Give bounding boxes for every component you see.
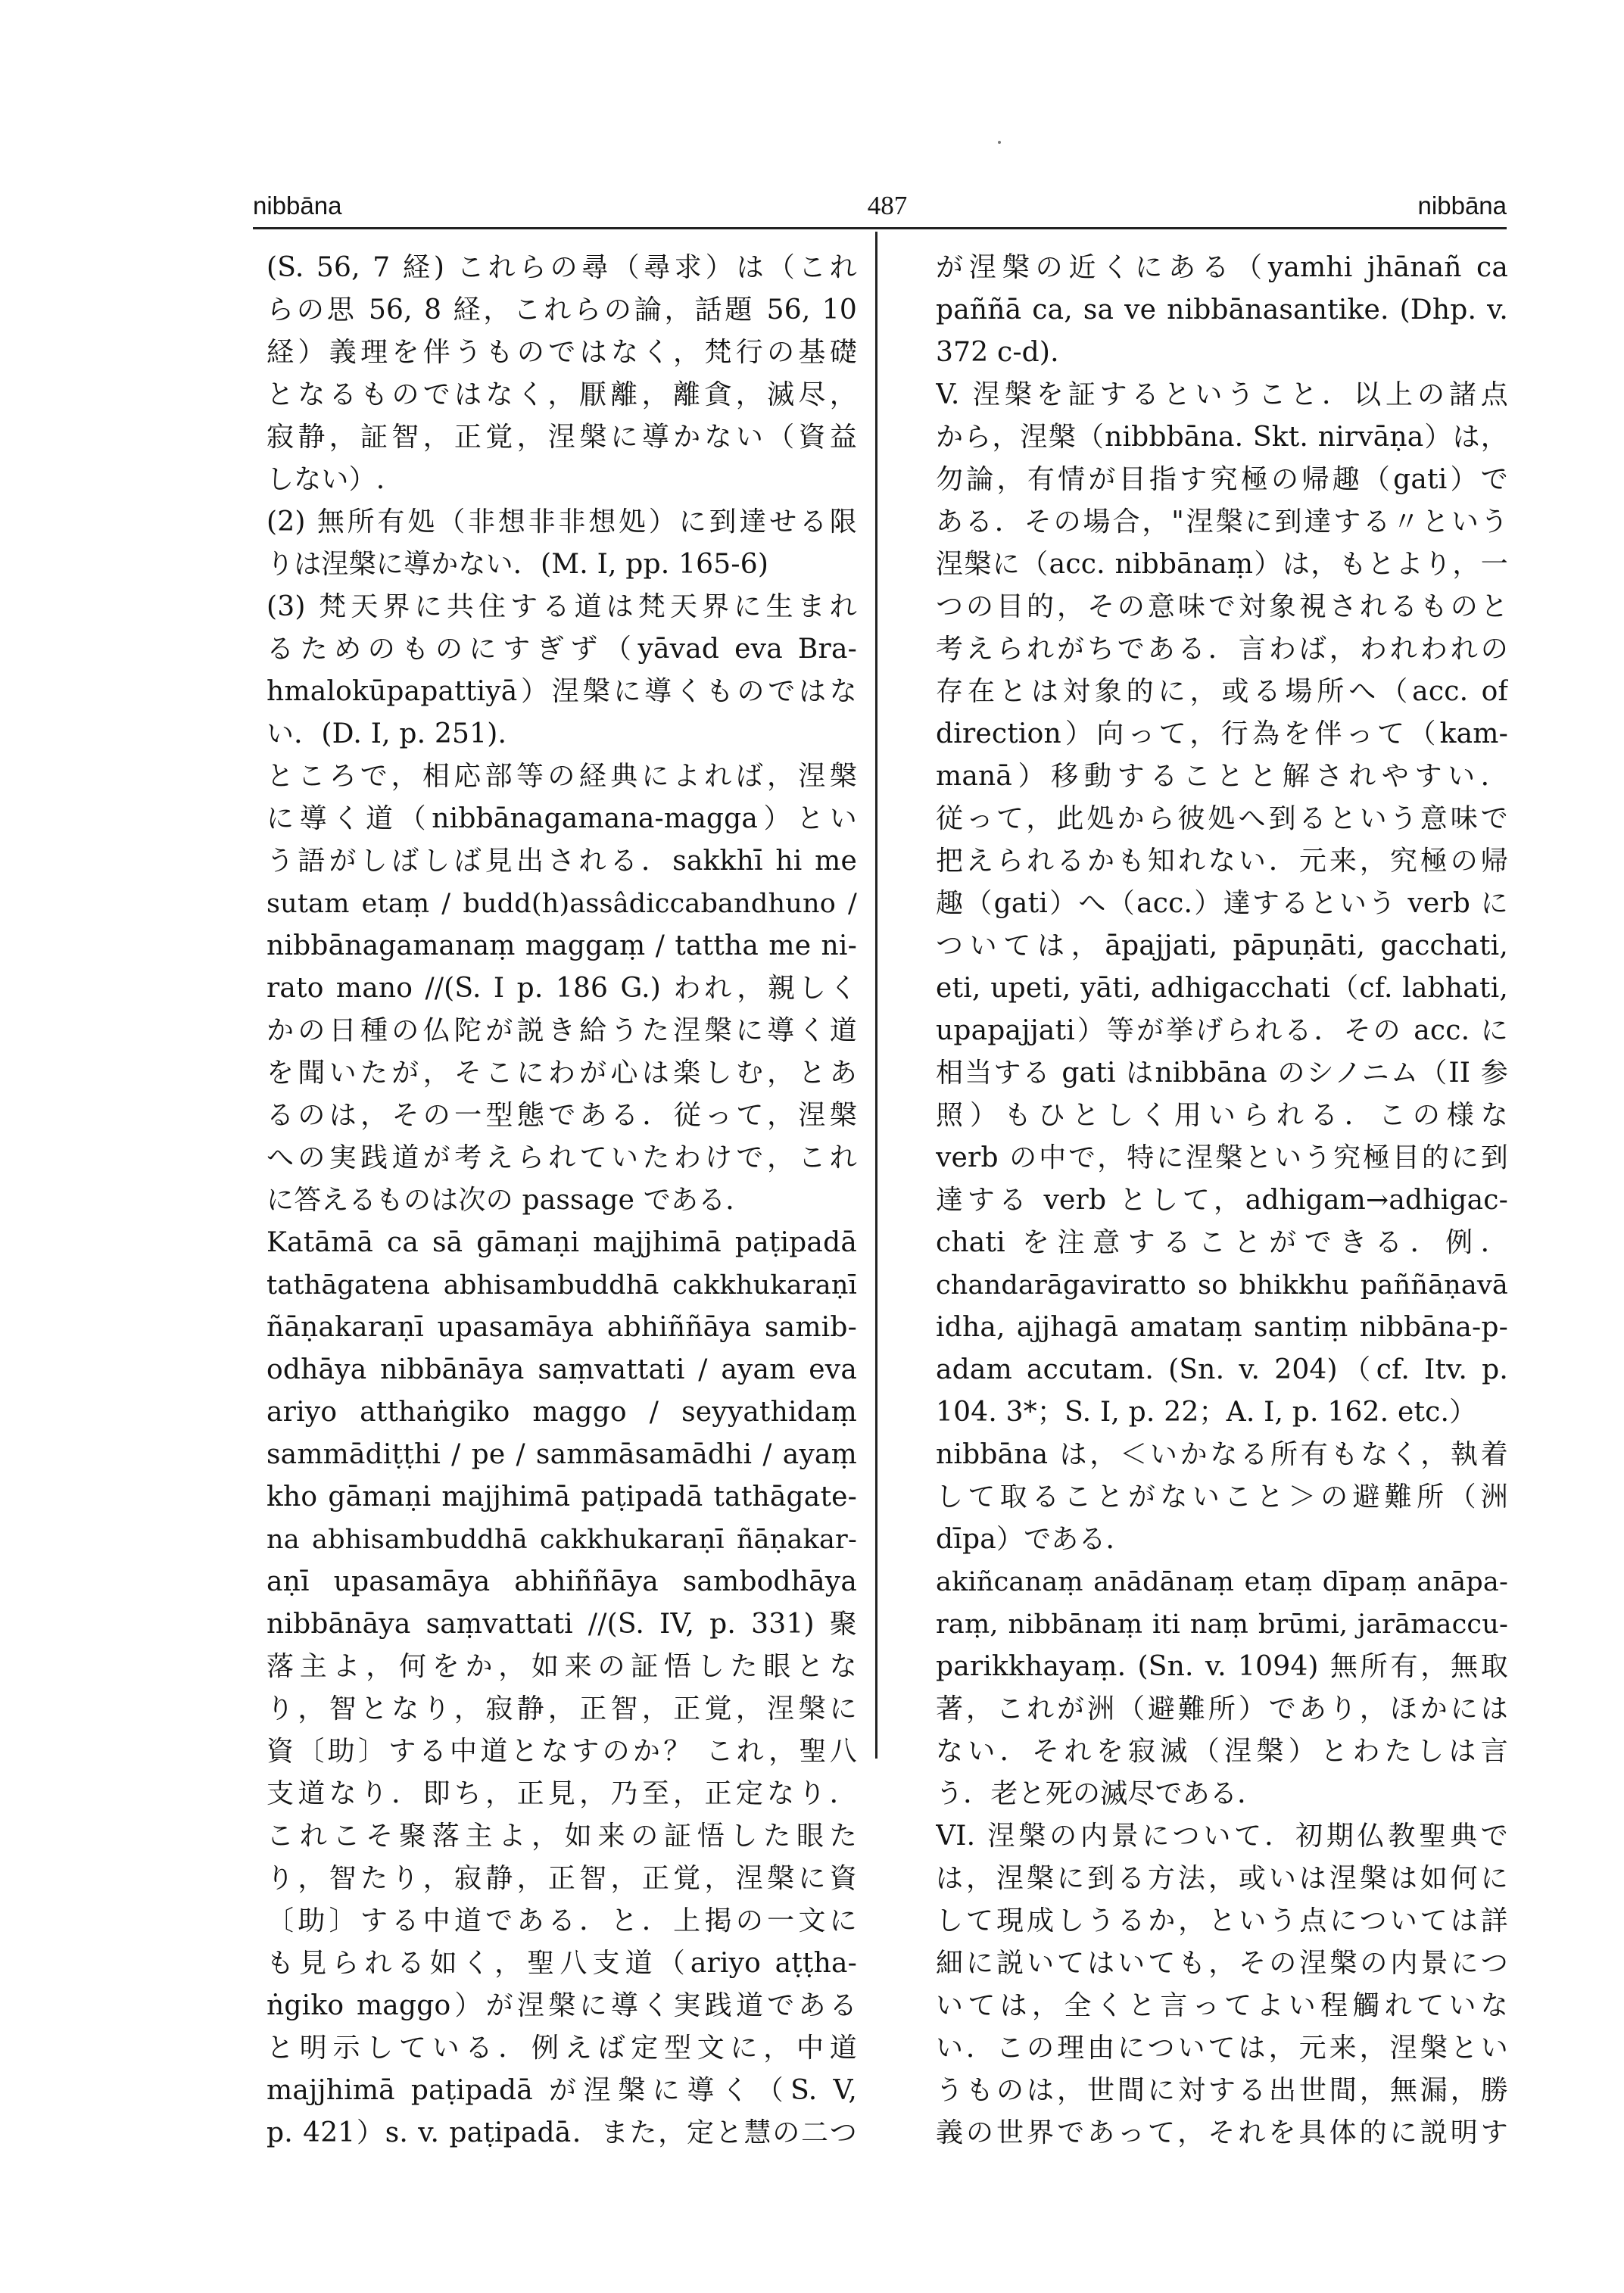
text-line: 著，これが洲（避難所）であり，ほかには	[936, 1693, 1508, 1724]
text-line: chati を注意することができる．例．	[936, 1227, 1508, 1258]
text-line: tathāgatena abhisambuddhā cakkhukaraṇī	[267, 1270, 857, 1301]
text-line: 達する verb として，adhigam→adhigac-	[936, 1185, 1508, 1216]
text-line: うものは，世間に対する出世間，無漏，勝	[936, 2075, 1508, 2106]
text-line: ñāṇakaraṇī upasamāya abhiññāya samib-	[267, 1312, 857, 1343]
text-line: p. 421）s. v. paṭipadā．また，定と慧の二つ	[267, 2117, 857, 2148]
text-line: かの日種の仏陀が説き給うた涅槃に導く道	[267, 1015, 857, 1046]
text-line: dīpa）である．	[936, 1524, 1133, 1555]
header-rule	[253, 227, 1507, 229]
text-line: akiñcanaṃ anādānaṃ etaṃ dīpaṃ anāpa-	[936, 1567, 1508, 1597]
text-line: が涅槃の近くにある（yamhi jhānañ ca	[936, 252, 1508, 283]
text-line: りは涅槃に導かない．(M. I, pp. 165-6)	[267, 549, 769, 580]
text-line: も見られる如く，聖八支道（ariyo aṭṭha-	[267, 1948, 857, 1979]
text-line: 従って，此処から彼処へ到るという意味で	[936, 803, 1508, 834]
text-line: majjhimā paṭipadā が涅槃に導く（S. V,	[267, 2075, 857, 2106]
text-line: これこそ聚落主よ，如来の証悟した眼た	[267, 1821, 857, 1852]
text-line: chandarāgaviratto so bhikkhu paññāṇavā	[936, 1270, 1508, 1301]
text-line: sammādiṭṭhi / pe / sammāsamādhi / ayaṃ	[267, 1439, 857, 1470]
text-line: nibbānagamanaṃ maggaṃ / tattha me ni-	[267, 930, 857, 961]
text-line: ない．それを寂滅（涅槃）とわたしは言	[936, 1736, 1508, 1767]
text-line: して現成しうるか，という点については詳	[936, 1905, 1508, 1936]
text-line: na abhisambuddhā cakkhukaraṇī ñāṇakar-	[267, 1525, 857, 1555]
text-line: う．老と死の滅尽である．	[936, 1778, 1265, 1809]
text-line: direction）向って，行為を伴って（kam-	[936, 718, 1508, 749]
text-line: と明示している．例えば定型文に，中道	[267, 2033, 857, 2064]
text-line: り，智たり，寂静，正智，正覚，涅槃に資	[267, 1863, 857, 1894]
scan-speck	[998, 141, 1001, 144]
text-line: いては，全くと言ってよい程觸れていな	[936, 1990, 1508, 2021]
text-line: 支道なり．即ち，正見，乃至，正定なり．	[267, 1778, 857, 1809]
text-line: るためのものにすぎず（yāvad eva Bra-	[267, 634, 857, 665]
text-line: となるものではなく，厭離，離貪，滅尽，	[267, 379, 857, 410]
text-line: 照）もひとしく用いられる．この様な	[936, 1100, 1508, 1131]
text-line: verb の中で，特に涅槃という究極目的に到	[936, 1142, 1508, 1173]
text-line: hmalokūpapattiyā）涅槃に導くものではな	[267, 676, 857, 707]
page-number: 487	[867, 191, 908, 220]
text-line: 存在とは対象的に，或る場所へ（acc. of	[936, 676, 1508, 707]
text-line: (3) 梵天界に共住する道は梵天界に生まれ	[267, 591, 857, 622]
text-line: 勿論，有情が目指す究極の帰趣（gati）で	[936, 464, 1508, 495]
text-line: 〔助〕する中道である．と．上掲の一文に	[267, 1905, 857, 1936]
text-line: 寂静，証智，正覚，涅槃に導かない（資益	[267, 422, 857, 453]
text-line: (S. 56, 7 経) これらの尋（尋求）は（これ	[267, 252, 857, 283]
text-line: から，涅槃（nibbbāna. Skt. nirvāṇa）は，	[936, 422, 1508, 453]
text-line: 趣（gati）へ（acc.）達するという verb に	[936, 888, 1508, 919]
text-line: sutam etaṃ / budd(h)assâdiccabandhuno /	[267, 889, 857, 919]
text-line: rato mano //(S. I p. 186 G.) われ，親しく	[267, 973, 857, 1004]
text-line: つの目的，その意味で対象視されるものと	[936, 591, 1508, 622]
section-heading: VI. 涅槃の内景について．初期仏教聖典で	[936, 1821, 1508, 1852]
text-line: 経）義理を伴うものではなく，梵行の基礎	[267, 337, 857, 368]
text-line: adam accutam. (Sn. v. 204)（cf. Itv. p.	[936, 1354, 1508, 1385]
text-line: 考えられがちである．言わば，われわれの	[936, 634, 1508, 665]
page-header	[253, 189, 1507, 232]
text-line: 資〔助〕する中道となすのか？ これ，聖八	[267, 1736, 857, 1767]
text-line: への実践道が考えられていたわけで，これ	[267, 1142, 857, 1173]
text-line: 細に説いてはいても，その涅槃の内景につ	[936, 1948, 1508, 1979]
text-line: Katāmā ca sā gāmaṇi majjhimā paṭipadā	[267, 1227, 857, 1258]
text-line: り，智となり，寂静，正智，正覚，涅槃に	[267, 1693, 857, 1724]
text-line: paññā ca, sa ve nibbānasantike. (Dhp. v.	[936, 294, 1508, 326]
text-line: ある．その場合，"涅槃に到達する〃という	[936, 506, 1508, 537]
text-line: 義の世界であって，それを具体的に説明す	[936, 2117, 1508, 2148]
text-line: eti, upeti, yāti, adhigacchati（cf. labhati,	[936, 973, 1508, 1004]
text-line: ところで，相応部等の経典によれば，涅槃	[267, 761, 857, 792]
text-line: に答えるものは次の passage である．	[267, 1185, 753, 1216]
text-line: nibbāna は，＜いかなる所有もなく，執着	[936, 1439, 1508, 1470]
text-line: upapajjati）等が挙げられる．その acc. に	[936, 1015, 1508, 1046]
text-line: 涅槃に（acc. nibbānaṃ）は，もとより，一	[936, 549, 1508, 580]
text-line: 104. 3*；S. I, p. 22；A. I, p. 162. etc.）	[936, 1397, 1477, 1428]
text-line: 落主よ，何をか，如来の証悟した眼とな	[267, 1651, 857, 1682]
text-line: 把えられるかも知れない．元来，究極の帰	[936, 846, 1508, 877]
text-line: ariyo atthaṅgiko maggo / seyyathidaṃ	[267, 1397, 857, 1428]
text-line: う語がしばしば見出される．sakkhī hi me	[267, 846, 857, 877]
text-line: 相当する gati はnibbāna のシノニム（II 参	[936, 1058, 1508, 1089]
text-line: らの思 56, 8 経，これらの論，話題 56, 10	[267, 294, 857, 326]
section-heading: V. 涅槃を証するということ．以上の諸点	[936, 379, 1508, 410]
text-line: aṇī upasamāya abhiññāya sambodhāya	[267, 1566, 857, 1597]
text-line: nibbānāya saṃvattati //(S. IV, p. 331) 聚	[267, 1609, 857, 1640]
text-line: い．(D. I, p. 251).	[267, 718, 507, 749]
running-head-left: nibbāna	[253, 192, 342, 220]
text-line: ṅgiko maggo）が涅槃に導く実践道である	[267, 1990, 857, 2021]
text-line: parikkhayaṃ. (Sn. v. 1094) 無所有，無取	[936, 1651, 1508, 1682]
running-head-right: nibbāna	[1417, 192, 1507, 220]
text-line: を聞いたが，そこにわが心は楽しむ，とあ	[267, 1058, 857, 1089]
text-line: raṃ, nibbānaṃ iti naṃ brūmi, jarāmaccu-	[936, 1609, 1508, 1640]
left-column	[267, 247, 857, 2154]
text-line: odhāya nibbānāya saṃvattati / ayam eva	[267, 1354, 857, 1385]
text-line: manā）移動することと解されやすい．	[936, 761, 1508, 792]
text-line: は，涅槃に到る方法，或いは涅槃は如何に	[936, 1863, 1508, 1894]
text-line: しない）.	[267, 464, 385, 495]
right-column	[936, 247, 1508, 2154]
text-line: idha, ajjhagā amataṃ santiṃ nibbāna-p-	[936, 1312, 1508, 1343]
text-line: に導く道（nibbānagamana-magga）とい	[267, 803, 857, 834]
text-line: して取ることがないこと＞の避難所（洲	[936, 1481, 1508, 1513]
text-line: kho gāmaṇi majjhimā paṭipadā tathāgate-	[267, 1481, 857, 1513]
text-line: 372 c-d).	[936, 337, 1059, 368]
text-line: ついては，āpajjati, pāpuṇāti, gacchati,	[936, 930, 1508, 961]
text-line: い．この理由については，元来，涅槃とい	[936, 2033, 1508, 2064]
text-line: (2) 無所有処（非想非非想処）に到達せる限	[267, 506, 857, 537]
text-line: るのは，その一型態である．従って，涅槃	[267, 1100, 857, 1131]
column-divider	[875, 232, 877, 1759]
